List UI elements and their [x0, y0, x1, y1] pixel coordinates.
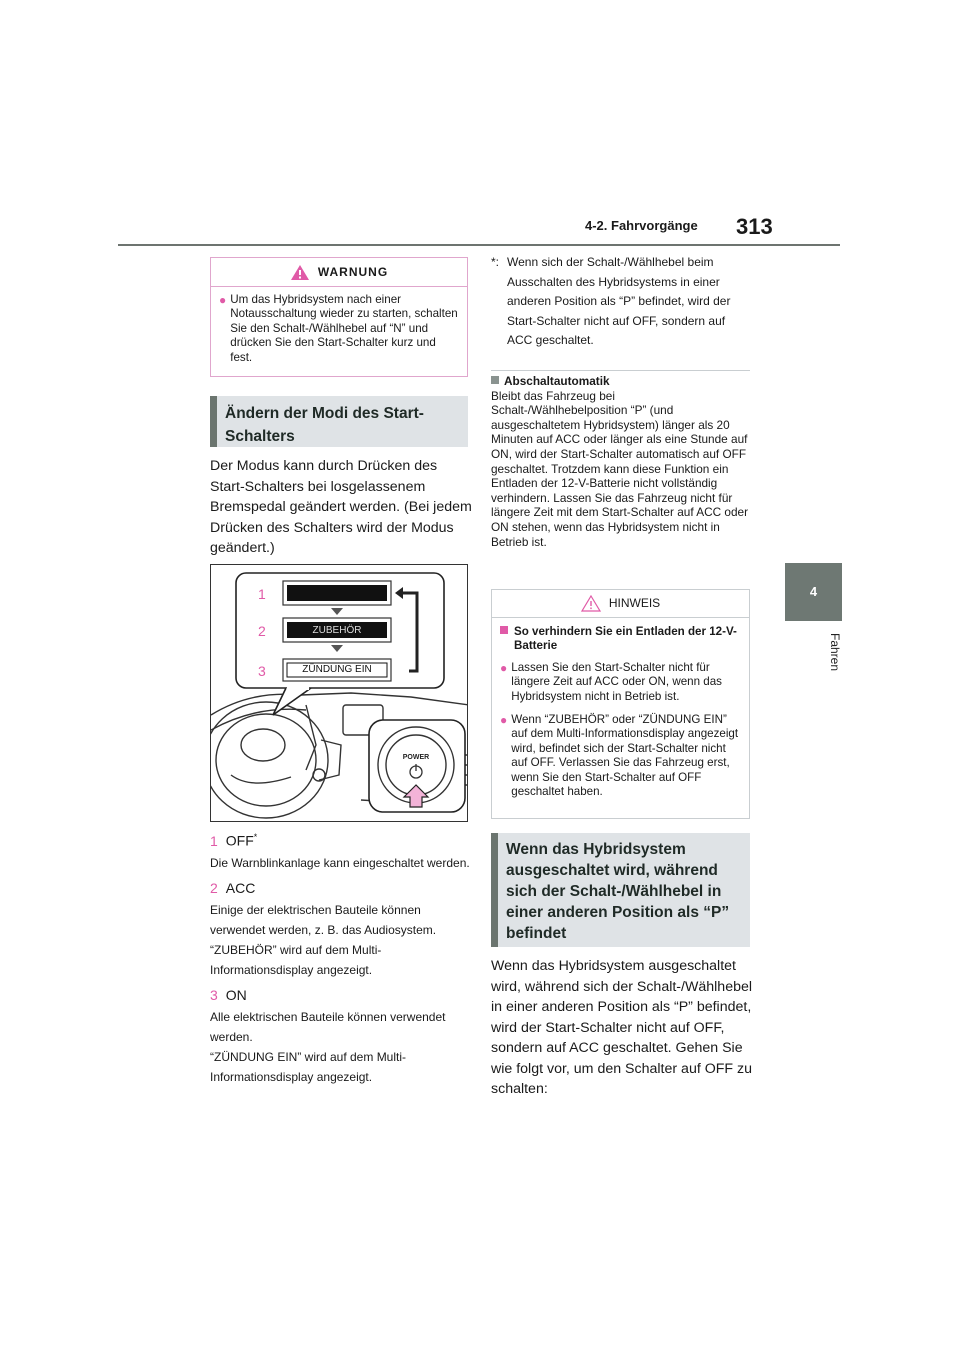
auto-off-title: Abschaltautomatik [504, 374, 610, 388]
mode-footnote-mark: * [253, 832, 258, 842]
auto-off-block [491, 374, 753, 549]
bullet-icon: ● [219, 293, 227, 307]
notice-triangle-icon [581, 595, 601, 612]
mode-list [210, 832, 472, 1087]
mode-item [210, 880, 472, 896]
notice-bullet [500, 661, 741, 704]
notice-bullet-text: Lassen Sie den Start-Schalter nicht für längere Zeit auf ACC oder ON, wenn das Hybridsystem nicht in Betrieb ist. [511, 660, 722, 703]
section-title: 4-2. Fahrvorgänge [585, 218, 698, 233]
mode-label-3: 3 [258, 663, 266, 679]
warning-box [210, 257, 468, 377]
mode-name: ON [225, 987, 247, 1004]
notice-subtitle-row [500, 625, 741, 654]
section-heading-shift-position: Wenn das Hybridsystem ausgeschaltet wird, während sich der Schalt-/Wählhebel in einer anderen Position als “P” befindet [491, 833, 750, 947]
section-heading-modes: Ändern der Modi des Start-Schalters [210, 396, 468, 447]
display-zubehoer: ZUBEHÖR [312, 625, 362, 636]
warning-text: Um das Hybridsystem nach einer Notausschaltung wieder zu starten, schalten Sie den Schalt-/Wählhebel auf “N” und drücken Sie den Start-Schalter kurz und fest. [230, 293, 458, 364]
display-zuendung-ein: ZÜNDUNG EIN [302, 664, 372, 675]
chapter-tab[interactable]: 4 [785, 563, 842, 621]
notice-bullet [500, 713, 741, 799]
notice-subtitle: So verhindern Sie ein Entladen der 12-V-Batterie [514, 625, 737, 653]
mode-number: 1 [210, 832, 218, 849]
mode-number: 2 [210, 880, 218, 897]
mode-description: “ZUBEHÖR” wird auf dem Multi-Informationsdisplay angezeigt. [210, 943, 382, 977]
dashboard-drawing [211, 565, 468, 822]
mode-description: Die Warnblinkanlage kann eingeschaltet werden. [210, 855, 470, 870]
mode-item [210, 832, 472, 849]
mode-description: Alle elektrischen Bauteile können verwendet werden. [210, 1010, 446, 1044]
mode-description: Einige der elektrischen Bauteile können verwendet werden, z. B. das Audiosystem. [210, 903, 437, 937]
auto-off-title-row [491, 374, 753, 389]
mode-item [210, 987, 472, 1003]
notice-box [491, 589, 750, 819]
notice-body [492, 618, 749, 799]
footnote-mark: *: [491, 255, 500, 269]
chapter-label: Fahren [828, 633, 842, 672]
square-bullet-icon [500, 626, 508, 634]
warning-triangle-icon [290, 264, 310, 281]
shift-position-text: Wenn das Hybridsystem ausgeschaltet wird, während sich der Schalt-/Wählhebel in einer anderen Position als “P” befindet, wird der Start-Schalter nicht auf OFF, sondern auf ACC geschaltet. Gehen Sie wie folgt vor, um den Schalter auf OFF zu schalten: [491, 958, 753, 1097]
footnote-divider [491, 370, 750, 371]
footnote [491, 253, 750, 351]
square-bullet-icon [491, 376, 499, 384]
mode-description: “ZÜNDUNG EIN” wird auf dem Multi-Informationsdisplay angezeigt. [210, 1050, 407, 1084]
notice-header [492, 590, 749, 618]
start-switch-illustration [210, 564, 468, 822]
mode-name: OFF [225, 832, 254, 849]
mode-label-1: 1 [258, 586, 266, 602]
footnote-text: Wenn sich der Schalt-/Wählhebel beim Ausschalten des Hybridsystems in einer anderen Position als “P” befindet, wird der Start-Schalter nicht auf OFF, sondern auf ACC geschaltet. [507, 255, 731, 347]
auto-off-text: Bleibt das Fahrzeug bei Schalt-/Wählhebelposition “P” (und ausgeschaltetem Hybridsystem) länger als 20 Minuten auf ACC oder länger als eine Stunde auf ON, wird der Start-Schalter automatisch auf OFF geschaltet. Trotzdem kann diese Funktion ein Entladen der 12-V-Batterie nicht vollständig verhindern. Lassen Sie das Fahrzeug nicht für längere Zeit mit dem Start-Schalter auf ACC oder ON stehen, wenn das Hybridsystem nicht in Betrieb ist. [491, 388, 749, 549]
notice-title: HINWEIS [608, 596, 661, 610]
mode-label-2: 2 [258, 623, 266, 639]
bullet-icon: ● [500, 660, 508, 675]
modes-intro: Der Modus kann durch Drücken des Start-Schalters bei losgelassenem Bremspedal geändert werden. (Bei jedem Drücken des Schalters wird der Modus geändert.) [210, 458, 472, 556]
power-button-label: POWER [402, 754, 430, 761]
page-number: 313 [736, 214, 773, 239]
mode-number: 3 [210, 987, 218, 1004]
bullet-icon: ● [500, 713, 508, 728]
warning-header [211, 258, 467, 287]
notice-bullet-text: Wenn “ZUBEHÖR” oder “ZÜNDUNG EIN” auf dem Multi-Informationsdisplay angezeigt wird, befindet sich der Start-Schalter nicht auf OFF. Verlassen Sie das Fahrzeug erst, wenn Sie den Start-Schalter auf OFF geschaltet haben. [511, 713, 739, 799]
warning-title: WARNUNG [317, 265, 389, 279]
header-divider [118, 244, 840, 246]
warning-bullet [211, 287, 467, 365]
mode-name: ACC [225, 880, 256, 897]
